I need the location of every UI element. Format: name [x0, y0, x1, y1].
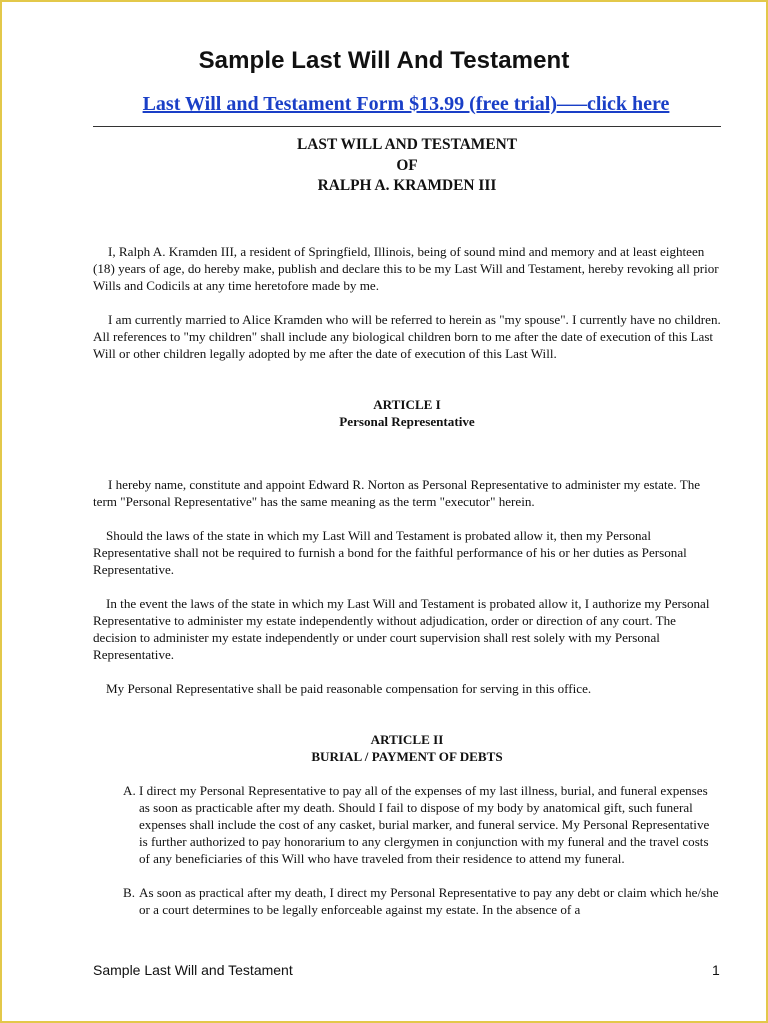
list-item-text: I direct my Personal Representative to pay all of the expenses of my last illness, burial, and funeral expenses as soon as practicable after my death. Should I fail to dispose of my body by anatomical gift, such funeral expenses shall include the cost of any casket, burial marker, and funeral service. My Personal Representative is further authorized to pay honorarium to any clergymen in conjunction with my funeral and the travel costs of any beneficiaries of this Will who have traveled from their residence to attend my funeral. — [139, 782, 710, 866]
doc-heading-line-1: LAST WILL AND TESTAMENT — [297, 136, 517, 153]
intro-paragraph-2: I am currently married to Alice Kramden who will be referred to herein as "my spouse". I currently have no children. All references to "my children" shall include any biological children born to me after the date of execution of this Last Will or other children legally adopted by me after the date of execution of this Last Will. — [93, 311, 721, 361]
article-1-paragraph-2: Should the laws of the state in which my Last Will and Testament is probated allow it, then my Personal Representative shall not be required to furnish a bond for the faithful performance of his or her duties as Personal Representative. — [93, 527, 687, 577]
page-number: 1 — [712, 962, 720, 978]
footer-title: Sample Last Will and Testament — [93, 962, 293, 978]
intro-paragraph-1: I, Ralph A. Kramden III, a resident of Springfield, Illinois, being of sound mind and memory and at least eighteen (18) years of age, do hereby make, publish and declare this to be my Last Will and Testament, hereby revoking all prior Wills and Codicils at any time heretofore made by me. — [93, 243, 719, 293]
doc-heading-line-2: OF — [396, 156, 418, 174]
list-item — [123, 782, 721, 867]
document-body — [93, 135, 721, 935]
page-title: Sample Last Will And Testament — [198, 47, 570, 74]
article-2-list — [93, 782, 721, 918]
article-1-title: Personal Representative — [339, 413, 475, 429]
article-1-paragraph-4: My Personal Representative shall be paid reasonable compensation for serving in this office. — [106, 680, 592, 696]
header-divider — [93, 126, 721, 127]
doc-heading-line-3: RALPH A. KRAMDEN III — [317, 177, 497, 194]
list-item-marker: B. — [123, 884, 136, 900]
article-2-title: BURIAL / PAYMENT OF DEBTS — [311, 748, 503, 764]
article-2-number: ARTICLE II — [370, 731, 444, 747]
article-1-paragraph-3: In the event the laws of the state in which my Last Will and Testament is probated allow it, I authorize my Personal Representative to administer my estate independently without adjudication, order or direction of any court. The decision to administer my estate independently or under court supervision shall rest solely with my Personal Representative. — [93, 595, 710, 662]
list-item — [123, 884, 721, 918]
promo-link[interactable]: Last Will and Testament Form $13.99 (free trial)–––click here — [142, 93, 670, 115]
article-1-paragraph-1: I hereby name, constitute and appoint Edward R. Norton as Personal Representative to administer my estate. The term "Personal Representative" has the same meaning as the term "executor" herein. — [93, 476, 701, 509]
list-item-text: As soon as practical after my death, I direct my Personal Representative to pay any debt or claim which he/she or a court determines to be legally enforceable against my estate. In the absence of a — [139, 884, 719, 917]
article-1-number: ARTICLE I — [373, 396, 441, 412]
list-item-marker: A. — [123, 782, 136, 798]
